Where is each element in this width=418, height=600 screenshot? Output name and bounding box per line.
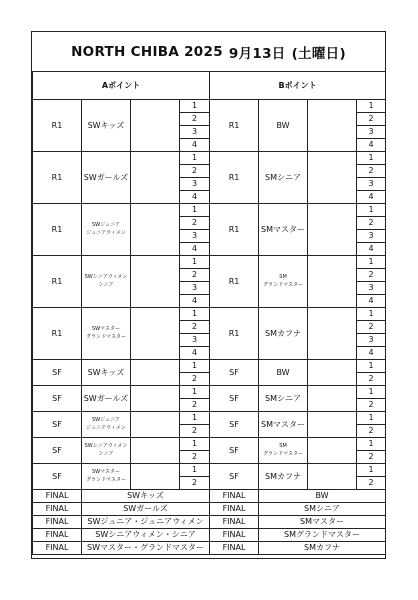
heat-number: 1 xyxy=(357,256,386,269)
b-point-header: Bポイント xyxy=(210,72,386,100)
final-row xyxy=(33,516,386,529)
round-label: R1 xyxy=(33,152,82,204)
b-category: SMマスター xyxy=(259,516,386,529)
heat-number: 2 xyxy=(180,165,210,178)
heat-number: 4 xyxy=(357,243,386,256)
r1-heat-row xyxy=(33,152,386,165)
page-title xyxy=(32,32,385,71)
heat-number: 3 xyxy=(357,230,386,243)
header-row xyxy=(33,72,386,100)
heat-number: 4 xyxy=(180,243,210,256)
round-label: R1 xyxy=(210,204,259,256)
heat-number: 1 xyxy=(180,152,210,165)
round-label: R1 xyxy=(33,100,82,152)
round-label: SF xyxy=(210,438,259,464)
spacer-cell xyxy=(308,386,357,412)
a-category: SWジュニア・ジュニアウィメン xyxy=(82,516,210,529)
spacer-cell xyxy=(131,204,180,256)
event-weekday: (土曜日) xyxy=(291,45,346,62)
a-category: SWマスター グランドマスター xyxy=(82,464,131,490)
r1-heat-row xyxy=(33,256,386,269)
heat-number: 2 xyxy=(180,477,210,490)
heat-number: 2 xyxy=(180,451,210,464)
a-category: SWキッズ xyxy=(82,100,131,152)
round-label: SF xyxy=(210,360,259,386)
sf-heat-row xyxy=(33,386,386,399)
heat-number: 2 xyxy=(357,477,386,490)
heat-number: 4 xyxy=(180,347,210,360)
b-category: SM グランドマスター xyxy=(259,438,308,464)
heat-number: 4 xyxy=(357,295,386,308)
spacer-cell xyxy=(308,152,357,204)
a-category: SWガールズ xyxy=(82,503,210,516)
a-category: SWジュニア ジュニアウィメン xyxy=(82,412,131,438)
heat-number: 2 xyxy=(180,373,210,386)
heat-number: 4 xyxy=(180,191,210,204)
heat-number: 3 xyxy=(180,334,210,347)
round-label: R1 xyxy=(33,256,82,308)
a-category: SWシニアウィメン シニア xyxy=(82,256,131,308)
final-row xyxy=(33,503,386,516)
spacer-cell xyxy=(131,412,180,438)
b-category: SMシニア xyxy=(259,152,308,204)
heat-number: 2 xyxy=(357,399,386,412)
round-label: R1 xyxy=(33,204,82,256)
b-category: BW xyxy=(259,360,308,386)
sf-heat-row xyxy=(33,360,386,373)
spacer-cell xyxy=(308,464,357,490)
heat-number: 1 xyxy=(180,256,210,269)
a-category: SWシニアウィメン シニア xyxy=(82,438,131,464)
heat-number: 2 xyxy=(357,321,386,334)
final-row xyxy=(33,529,386,542)
round-label: FINAL xyxy=(210,503,259,516)
spacer-cell xyxy=(131,438,180,464)
heat-number: 3 xyxy=(180,230,210,243)
round-label: SF xyxy=(33,438,82,464)
heat-number: 3 xyxy=(180,178,210,191)
heat-number: 1 xyxy=(180,386,210,399)
heat-number: 1 xyxy=(180,412,210,425)
b-category: SMマスター xyxy=(259,412,308,438)
spacer-cell xyxy=(131,152,180,204)
heat-number: 2 xyxy=(357,113,386,126)
heat-number: 1 xyxy=(357,464,386,477)
a-category: SWシニアウィメン・シニア xyxy=(82,529,210,542)
heat-number: 3 xyxy=(357,334,386,347)
sf-heat-row xyxy=(33,464,386,477)
heat-number: 2 xyxy=(180,113,210,126)
b-category: SMマスター xyxy=(259,204,308,256)
a-category: SWマスター・グランドマスター xyxy=(82,542,210,555)
round-label: R1 xyxy=(33,308,82,360)
heat-number: 3 xyxy=(180,126,210,139)
round-label: SF xyxy=(33,464,82,490)
heat-number: 1 xyxy=(357,386,386,399)
heat-number: 1 xyxy=(357,412,386,425)
sf-heat-row xyxy=(33,412,386,425)
round-label: R1 xyxy=(210,256,259,308)
heat-number: 2 xyxy=(180,217,210,230)
a-category: SWキッズ xyxy=(82,360,131,386)
round-label: FINAL xyxy=(210,529,259,542)
round-label: SF xyxy=(33,360,82,386)
b-category: SMシニア xyxy=(259,503,386,516)
spacer-cell xyxy=(308,438,357,464)
a-category: SWマスター グランドマスター xyxy=(82,308,131,360)
spacer-cell xyxy=(308,308,357,360)
r1-heat-row xyxy=(33,204,386,217)
heat-number: 2 xyxy=(180,425,210,438)
spacer-cell xyxy=(308,360,357,386)
final-row xyxy=(33,542,386,555)
spacer-cell xyxy=(308,412,357,438)
heat-number: 1 xyxy=(357,308,386,321)
heat-number: 1 xyxy=(180,438,210,451)
heat-number: 1 xyxy=(180,100,210,113)
heat-number: 3 xyxy=(357,126,386,139)
r1-heat-row xyxy=(33,100,386,113)
heat-number: 4 xyxy=(180,139,210,152)
heat-table xyxy=(32,71,386,555)
heat-number: 2 xyxy=(180,399,210,412)
a-category: SWジュニア ジュニアウィメン xyxy=(82,204,131,256)
a-category: SWガールズ xyxy=(82,152,131,204)
spacer-cell xyxy=(131,464,180,490)
spacer-cell xyxy=(131,308,180,360)
heat-number: 1 xyxy=(180,464,210,477)
heat-number: 4 xyxy=(357,347,386,360)
round-label: FINAL xyxy=(210,490,259,503)
round-label: FINAL xyxy=(33,529,82,542)
event-name: NORTH CHIBA 2025 xyxy=(71,43,223,60)
b-category: SMグランドマスター xyxy=(259,529,386,542)
a-point-header: Aポイント xyxy=(33,72,210,100)
b-category: SM グランドマスター xyxy=(259,256,308,308)
heat-number: 2 xyxy=(357,425,386,438)
heat-number: 1 xyxy=(357,204,386,217)
b-category: SMカフナ xyxy=(259,542,386,555)
heat-number: 1 xyxy=(357,438,386,451)
heat-number: 2 xyxy=(357,269,386,282)
heat-number: 1 xyxy=(357,360,386,373)
round-label: FINAL xyxy=(33,503,82,516)
heat-number: 4 xyxy=(357,139,386,152)
heat-number: 2 xyxy=(180,321,210,334)
heat-number: 3 xyxy=(357,178,386,191)
a-category: SWキッズ xyxy=(82,490,210,503)
b-category: SMシニア xyxy=(259,386,308,412)
round-label: FINAL xyxy=(33,516,82,529)
heat-number: 4 xyxy=(180,295,210,308)
heat-number: 2 xyxy=(357,373,386,386)
heat-number: 1 xyxy=(357,100,386,113)
round-label: R1 xyxy=(210,100,259,152)
round-label: FINAL xyxy=(210,516,259,529)
round-label: FINAL xyxy=(210,542,259,555)
spacer-cell xyxy=(131,360,180,386)
heat-number: 2 xyxy=(357,165,386,178)
heat-schedule-sheet xyxy=(31,31,386,559)
heat-number: 3 xyxy=(357,282,386,295)
round-label: SF xyxy=(33,386,82,412)
spacer-cell xyxy=(131,386,180,412)
round-label: FINAL xyxy=(33,542,82,555)
round-label: SF xyxy=(210,412,259,438)
round-label: SF xyxy=(210,464,259,490)
heat-number: 2 xyxy=(180,269,210,282)
event-date: 9月13日 xyxy=(228,45,286,62)
b-category: BW xyxy=(259,490,386,503)
a-category: SWガールズ xyxy=(82,386,131,412)
b-category: SMカフナ xyxy=(259,308,308,360)
heat-number: 2 xyxy=(357,217,386,230)
final-row xyxy=(33,490,386,503)
b-category: SMカフナ xyxy=(259,464,308,490)
b-category: BW xyxy=(259,100,308,152)
round-label: FINAL xyxy=(33,490,82,503)
heat-number: 4 xyxy=(357,191,386,204)
round-label: SF xyxy=(33,412,82,438)
heat-number: 2 xyxy=(357,451,386,464)
heat-number: 1 xyxy=(357,152,386,165)
round-label: R1 xyxy=(210,308,259,360)
round-label: SF xyxy=(210,386,259,412)
spacer-cell xyxy=(131,256,180,308)
spacer-cell xyxy=(308,256,357,308)
heat-number: 3 xyxy=(180,282,210,295)
spacer-cell xyxy=(308,100,357,152)
spacer-cell xyxy=(308,204,357,256)
sf-heat-row xyxy=(33,438,386,451)
heat-number: 1 xyxy=(180,360,210,373)
r1-heat-row xyxy=(33,308,386,321)
round-label: R1 xyxy=(210,152,259,204)
spacer-cell xyxy=(131,100,180,152)
heat-number: 1 xyxy=(180,308,210,321)
heat-number: 1 xyxy=(180,204,210,217)
